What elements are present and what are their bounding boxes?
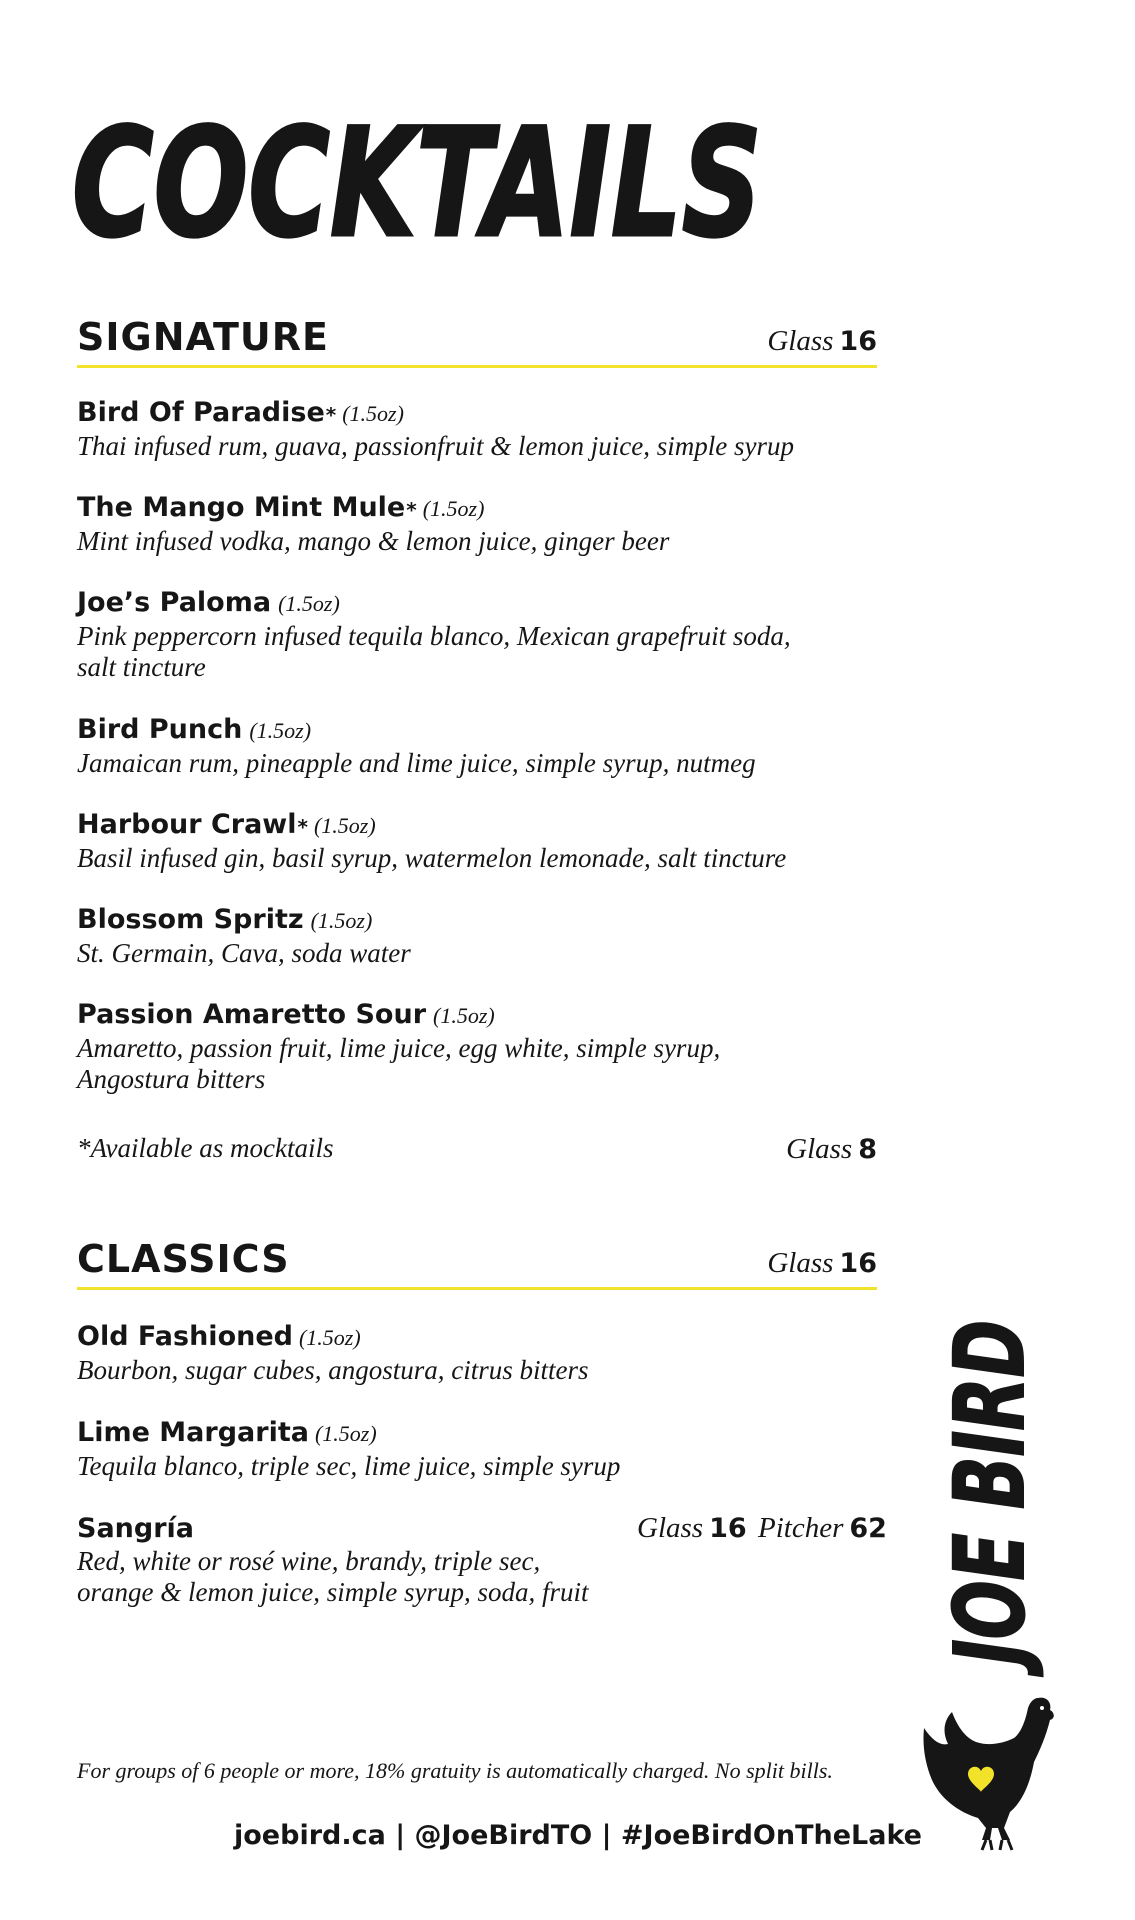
item-pour: (1.5oz)	[422, 496, 485, 521]
item-description: Bourbon, sugar cubes, angostura, citrus bitters	[77, 1355, 589, 1385]
item-name: Passion Amaretto Sour	[77, 999, 427, 1030]
item-name: Blossom Spritz	[77, 904, 304, 935]
item-description: Red, white or rosé wine, brandy, triple sec, orange & lemon juice, simple syrup, soda, fruit	[77, 1546, 589, 1607]
footer-links: joebird.ca | @JoeBirdTO | #JoeBirdOnTheLake	[234, 1820, 922, 1851]
sangria-pitcher-price	[758, 1512, 887, 1545]
menu-item	[77, 396, 837, 462]
item-pour: (1.5oz)	[314, 1421, 377, 1446]
menu-item	[77, 808, 837, 874]
classics-price	[767, 1247, 877, 1280]
menu-item	[77, 998, 837, 1095]
mocktail-note: *Available as mocktails	[77, 1133, 334, 1163]
item-name: The Mango Mint Mule	[77, 492, 406, 523]
classics-price-value: 16	[839, 1248, 877, 1279]
item-name: Bird Punch	[77, 714, 243, 745]
item-pour: (1.5oz)	[313, 813, 376, 838]
hen-icon	[918, 1688, 1058, 1858]
menu-item	[77, 586, 837, 683]
page-title	[72, 97, 772, 271]
item-pour: (1.5oz)	[342, 401, 404, 426]
menu-item	[77, 713, 837, 779]
sangria-pitcher-label: Pitcher	[758, 1512, 844, 1544]
sangria-pitcher-value: 62	[849, 1513, 887, 1544]
item-pour: (1.5oz)	[433, 1003, 495, 1028]
item-description: Thai infused rum, guava, passionfruit & lemon juice, simple syrup	[77, 431, 794, 461]
signature-price	[767, 325, 877, 358]
sangria-glass-label: Glass	[637, 1512, 704, 1544]
mocktail-price-value: 8	[858, 1134, 877, 1165]
menu-item	[77, 491, 837, 557]
joebird-logo	[934, 1186, 1055, 1670]
logo-text: JOE BIRD	[934, 1186, 1046, 1665]
item-description: Mint infused vodka, mango & lemon juice, ginger beer	[77, 526, 670, 556]
item-name: Old Fashioned	[77, 1321, 293, 1352]
signature-price-value: 16	[839, 326, 877, 357]
menu-item	[77, 903, 837, 969]
item-name: Bird Of Paradise	[77, 397, 325, 428]
mocktail-star: *	[406, 498, 417, 522]
item-description: Basil infused gin, basil syrup, watermelon lemonade, salt tincture	[77, 843, 787, 873]
sangria-glass-price	[637, 1512, 747, 1545]
mocktail-price	[786, 1133, 877, 1166]
item-description: Tequila blanco, triple sec, lime juice, simple syrup	[77, 1451, 621, 1481]
item-name: Harbour Crawl	[77, 809, 297, 840]
signature-header	[77, 315, 877, 368]
item-description: Jamaican rum, pineapple and lime juice, simple syrup, nutmeg	[77, 748, 756, 778]
mocktail-star: *	[325, 403, 337, 427]
item-pour: (1.5oz)	[249, 718, 312, 743]
gratuity-note: For groups of 6 people or more, 18% gratuity is automatically charged. No split bills.	[77, 1758, 833, 1783]
signature-title: SIGNATURE	[77, 315, 329, 359]
item-description: St. Germain, Cava, soda water	[77, 938, 411, 968]
mocktail-price-label: Glass	[786, 1133, 853, 1165]
mocktail-star: *	[297, 815, 308, 839]
item-name: Sangría	[77, 1513, 195, 1544]
classics-header	[77, 1237, 877, 1290]
classics-title: CLASSICS	[77, 1237, 290, 1281]
menu-item	[77, 1320, 837, 1386]
item-name: Lime Margarita	[77, 1417, 309, 1448]
item-pour: (1.5oz)	[278, 591, 340, 616]
item-description: Amaretto, passion fruit, lime juice, egg white, simple syrup, Angostura bitters	[77, 1033, 721, 1094]
item-pour: (1.5oz)	[298, 1325, 361, 1350]
item-description: Pink peppercorn infused tequila blanco, Mexican grapefruit soda, salt tincture	[77, 621, 791, 682]
sangria-glass-value: 16	[709, 1513, 747, 1544]
item-pour: (1.5oz)	[310, 908, 373, 933]
page-title-text: COCKTAILS	[72, 97, 762, 271]
signature-price-label: Glass	[767, 325, 834, 357]
classics-price-label: Glass	[767, 1247, 834, 1279]
item-name: Joe’s Paloma	[77, 587, 272, 618]
menu-item	[77, 1416, 837, 1482]
